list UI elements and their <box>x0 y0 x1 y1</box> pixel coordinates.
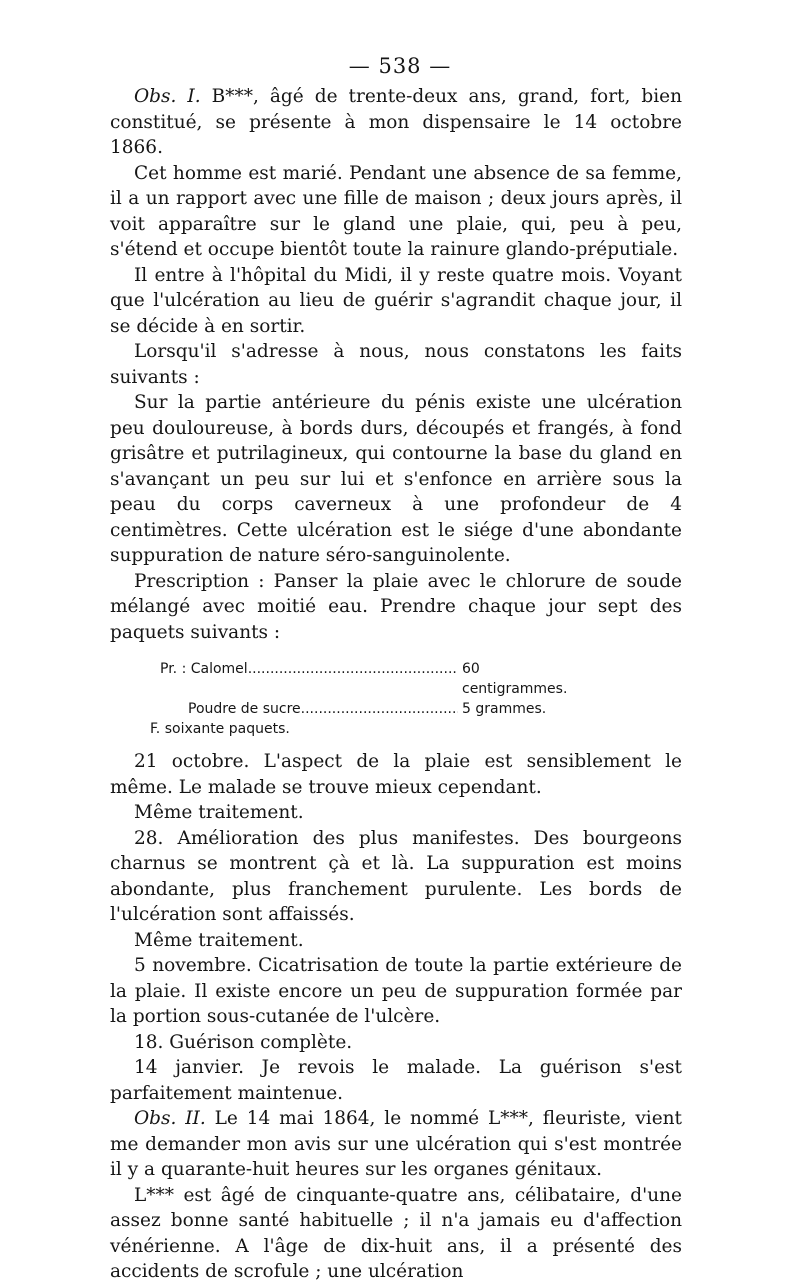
obs2-label: Obs. II. <box>134 1108 206 1129</box>
page-number: — 538 — <box>348 54 452 78</box>
obs2-paragraph-1 <box>110 1106 682 1183</box>
followup-paragraph-2: Même traitement. <box>134 802 304 823</box>
obs1-label: Obs. I. <box>134 86 201 107</box>
obs1-paragraph-2: Cet homme est marié. Pendant une absence de sa femme, il a un rapport avec une fille de maison ; deux jours après, il voit apparaître sur le gland une plaie, qui, peu à peu, s'étend et occupe bientôt toute la rainure glando-préputiale. <box>110 162 682 260</box>
dot-leader <box>248 659 458 699</box>
obs1-paragraph-6: Prescription : Panser la plaie avec le chlorure de soude mélangé avec moitié eau. Prendre chaque jour sept des paquets suivants : <box>110 570 682 643</box>
prescription-row <box>110 699 580 719</box>
obs1-paragraph-4: Lorsqu'il s'adresse à nous, nous constatons les faits suivants : <box>110 341 682 388</box>
prescription-item: Poudre de sucre <box>188 701 301 717</box>
body-text <box>110 84 682 1285</box>
followup-paragraph-5: 5 novembre. Cicatrisation de toute la partie extérieure de la plaie. Il existe encore un peu de suppuration formée par la portion sous-cutanée de l'ulcère. <box>110 955 682 1027</box>
prescription-row <box>110 659 580 699</box>
followup-paragraph-4: Même traitement. <box>134 929 304 951</box>
obs2-p1-text: Le 14 mai 1864, le nommé L***, fleuriste, vient me demander mon avis sur une ulcération qui s'est montrée il y a quarante-huit heures sur les organes génitaux. <box>110 1108 682 1180</box>
obs1-paragraph-5: Sur la partie antérieure du pénis existe une ulcération peu douloureuse, à bords durs, découpés et frangés, à fond grisâtre et putrilagineux, qui contourne la base du gland en s'avançant un peu sur lui et s'enfonce en arrière sous la peau du corps caverneux à une profondeur de 4 centimètres. Cette ulcération est le siége d'une abondante suppuration de nature séro-sanguinolente. <box>110 392 682 566</box>
prescription-directions: F. soixante paquets. <box>150 721 290 737</box>
followup-paragraph-1: 21 octobre. L'aspect de la plaie est sensiblement le même. Le malade se trouve mieux cependant. <box>110 751 682 798</box>
prescription-item: Pr. : Calomel <box>160 661 248 677</box>
obs2-paragraph-2: L*** est âgé de cinquante-quatre ans, célibataire, d'une assez bonne santé habituelle ; il n'a jamais eu d'affection vénérienne. A l'âge de dix-huit ans, il a présenté des accidents de scrofule ; une ulcération <box>110 1184 682 1282</box>
followup-paragraph-6: 18. Guérison complète. <box>134 1031 353 1053</box>
obs1-paragraph-3: Il entre à l'hôpital du Midi, il y reste quatre mois. Voyant que l'ulcération au lieu de guérir s'agrandit chaque jour, il se décide à en sortir. <box>110 264 682 337</box>
followup-paragraph-7: 14 janvier. Je revois le malade. La guérison s'est parfaitement maintenue. <box>110 1057 682 1104</box>
prescription-dose: 60 centigrammes. <box>462 661 568 697</box>
prescription-block <box>110 659 682 739</box>
obs1-p1-text: B***, âgé de trente-deux ans, grand, fort, bien constitué, se présente à mon dispensaire le 14 octobre 1866. <box>110 86 683 158</box>
prescription-dose: 5 grammes. <box>462 701 547 717</box>
dot-leader <box>301 699 458 719</box>
obs1-paragraph-1 <box>110 84 682 161</box>
followup-paragraph-3: 28. Amélioration des plus manifestes. Des bourgeons charnus se montrent çà et là. La suppuration est moins abondante, plus franchement purulente. Les bords de l'ulcération sont affaissés. <box>110 827 682 925</box>
